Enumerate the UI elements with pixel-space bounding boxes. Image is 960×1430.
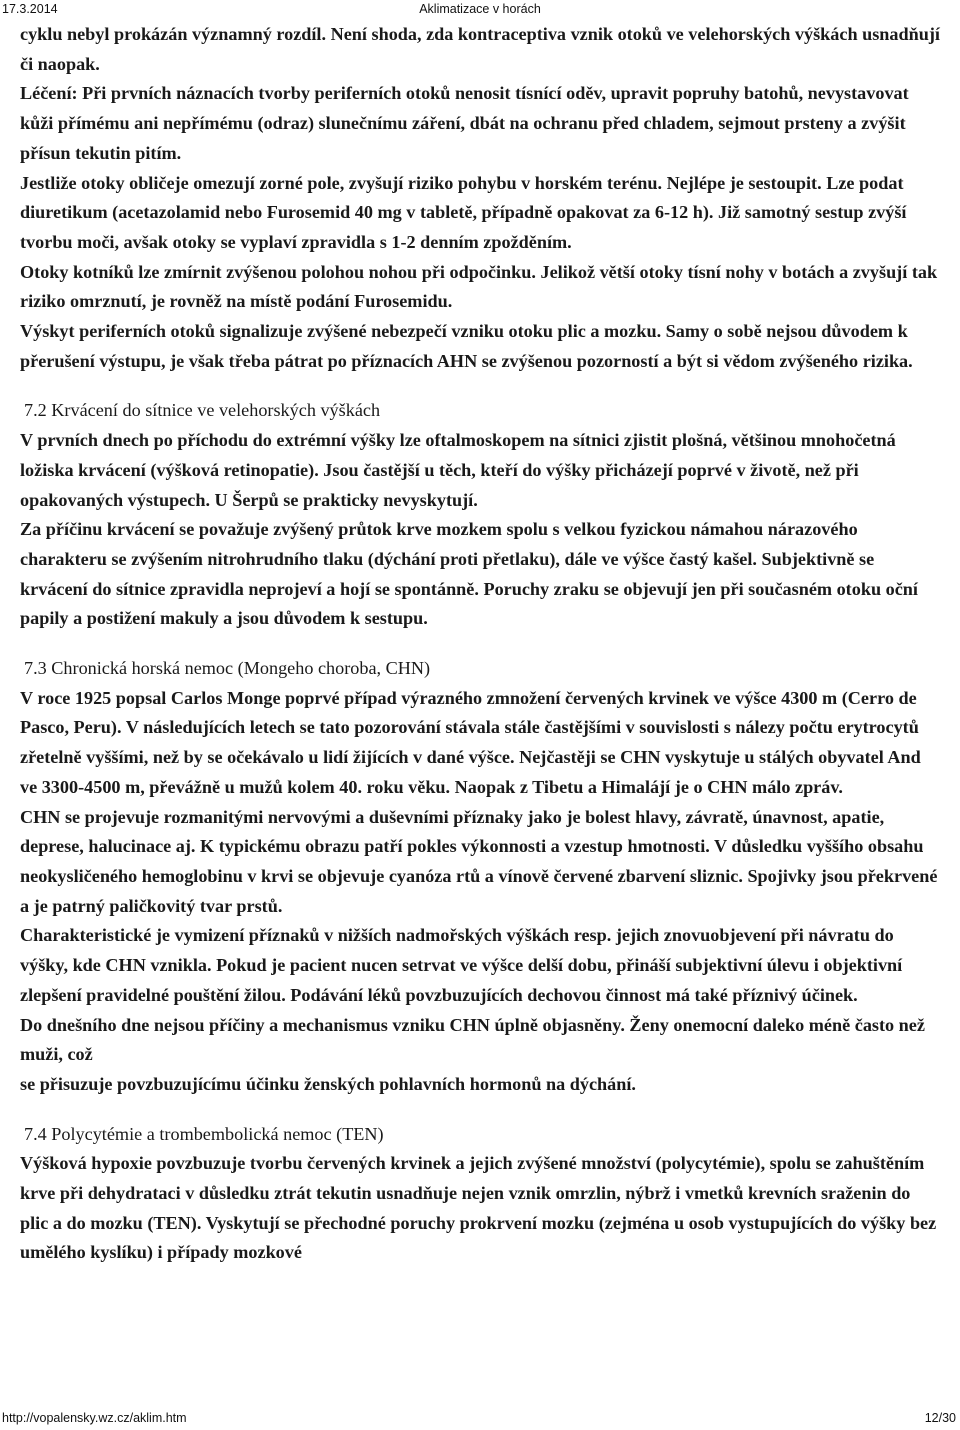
paragraph: CHN se projevuje rozmanitými nervovými a duševními příznaky jako je bolest hlavy, závratě, únavnost, apatie, deprese, halucinace aj. K typickému obrazu patří pokles výkonnosti a vzestup hmotnosti. V důsledku vyššího obsahu neokysličeného hemoglobinu v krvi se objevuje cyanóza rtů a vínově červené zbarvení sliznic. Spojivky jsou překrvené a je patrný paličkovitý tvar prstů. <box>20 806 938 916</box>
paragraph: Charakteristické je vymizení příznaků v nižších nadmořských výškách resp. jejich znovuobjevení při návratu do výšky, kde CHN vznikla. Pokud je pacient nucen setrvat ve výšce delší dobu, přináší subjektivní úlevu i objektivní zlepšení pravidelné pouštění žilou. Podávání léků povzbuzujících dechovou činnost má také příznivý účinek. <box>20 925 903 1005</box>
paragraph: V roce 1925 popsal Carlos Monge poprvé případ výrazného zmnožení červených krvinek ve výšce 4300 m (Cerro de Pasco, Peru). V následujících letech se tato pozorování stávala stále častějšími v souvislosti s nálezy počtu erytrocytů zřetelně vyššími, než by se očekávalo u lidí žijících v dané výšce. Nejčastěji se CHN vyskytuje u stálých obyvatel And ve 3300-4500 m, převážně u mužů kolem 40. roku věku. Naopak z Tibetu a Himalájí je o CHN málo zpráv. <box>20 687 921 797</box>
print-date: 17.3.2014 <box>2 2 58 16</box>
section-heading-7-2: 7.2 Krvácení do sítnice ve velehorských výškách <box>24 400 381 421</box>
paragraph: Léčení: Při prvních náznacích tvorby periferních otoků nenosit tísnící oděv, upravit popruhy batohů, nevystavovat kůži přímému ani nepřímému (odraz) slunečnímu záření, dbát na ochranu před chladem, sejmout prsteny a zvýšit přísun tekutin pitím. <box>20 83 909 163</box>
paragraph: Výšková hypoxie povzbuzuje tvorbu červených krvinek a jejich zvýšené množství (polycytémie), spolu se zahuštěním krve při dehydrataci v důsledku ztrát tekutin usnadňuje nejen vznik omrzlin, nýbrž i vmetků krevních sraženin do plic a do mozku (TEN). Vyskytují se přechodné poruchy prokrvení mozku (zejména u osob vystupujících do výšky bez umělého kyslíku) i případy mozkové <box>20 1153 937 1263</box>
paragraph: Výskyt periferních otoků signalizuje zvýšené nebezpečí vzniku otoku plic a mozku. Samy o sobě nejsou důvodem k přerušení výstupu, je však třeba pátrat po příznacích AHN se zvýšenou pozorností a být si vědom zvýšeného rizika. <box>20 321 913 371</box>
page-title: Aklimatizace v horách <box>419 2 541 16</box>
paragraph: Otoky kotníků lze zmírnit zvýšenou polohou nohou při odpočinku. Jelikož větší otoky tísní nohy v botách a zvyšují tak riziko omrznutí, je rovněž na místě podání Furosemidu. <box>20 261 938 312</box>
paragraph: Do dnešního dne nejsou příčiny a mechanismus vzniku CHN úplně objasněny. Ženy onemocní daleko méně často než muži, což <box>20 1014 925 1065</box>
section-gap <box>20 634 940 654</box>
page-url: http://vopalensky.wz.cz/aklim.htm <box>2 1411 187 1425</box>
section-heading-7-4: 7.4 Polycytémie a trombembolická nemoc (TEN) <box>24 1123 384 1144</box>
paragraph: V prvních dnech po příchodu do extrémní výšky lze oftalmoskopem na sítnici zjistit plošná, většinou mnohočetná ložiska krvácení (výšková retinopatie). Jsou častější u těch, kteří do výšky přicházejí poprvé v životě, než při opakovaných výstupech. U Šerpů se prakticky nevyskytují. <box>20 430 896 510</box>
print-header <box>0 0 960 20</box>
page-number: 12/30 <box>924 1411 956 1425</box>
section-gap <box>20 376 940 396</box>
paragraph: cyklu nebyl prokázán významný rozdíl. Není shoda, zda kontraceptiva vznik otoků ve velehorských výškách usnadňují či naopak. <box>20 24 940 74</box>
article-body <box>20 20 940 1268</box>
paragraph: Jestliže otoky obličeje omezují zorné pole, zvyšují riziko pohybu v horském terénu. Nejlépe je sestoupit. Lze podat diuretikum (acetazolamid nebo Furosemid 40 mg v tabletě, případně opakovat za 6-12 h). Již samotný sestup zvýší tvorbu moči, avšak otoky se vyplaví zpravidla s 1-2 denním zpožděním. <box>20 172 907 252</box>
print-footer <box>0 1408 960 1430</box>
section-heading-7-3: 7.3 Chronická horská nemoc (Mongeho choroba, CHN) <box>24 658 431 679</box>
paragraph: se přisuzuje povzbuzujícímu účinku ženských pohlavních hormonů na dýchání. <box>20 1073 636 1094</box>
section-gap <box>20 1100 940 1120</box>
paragraph: Za příčinu krvácení se považuje zvýšený průtok krve mozkem spolu s velkou fyzickou námahou nárazového charakteru se zvýšením nitrohrudního tlaku (dýchání proti přetlaku), dále ve výšce častý kašel. Subjektivně se krvácení do sítnice zpravidla neprojeví a hojí se spontánně. Poruchy zraku se objevují jen při současném otoku oční papily a postižení makuly a jsou důvodem k sestupu. <box>20 519 918 629</box>
